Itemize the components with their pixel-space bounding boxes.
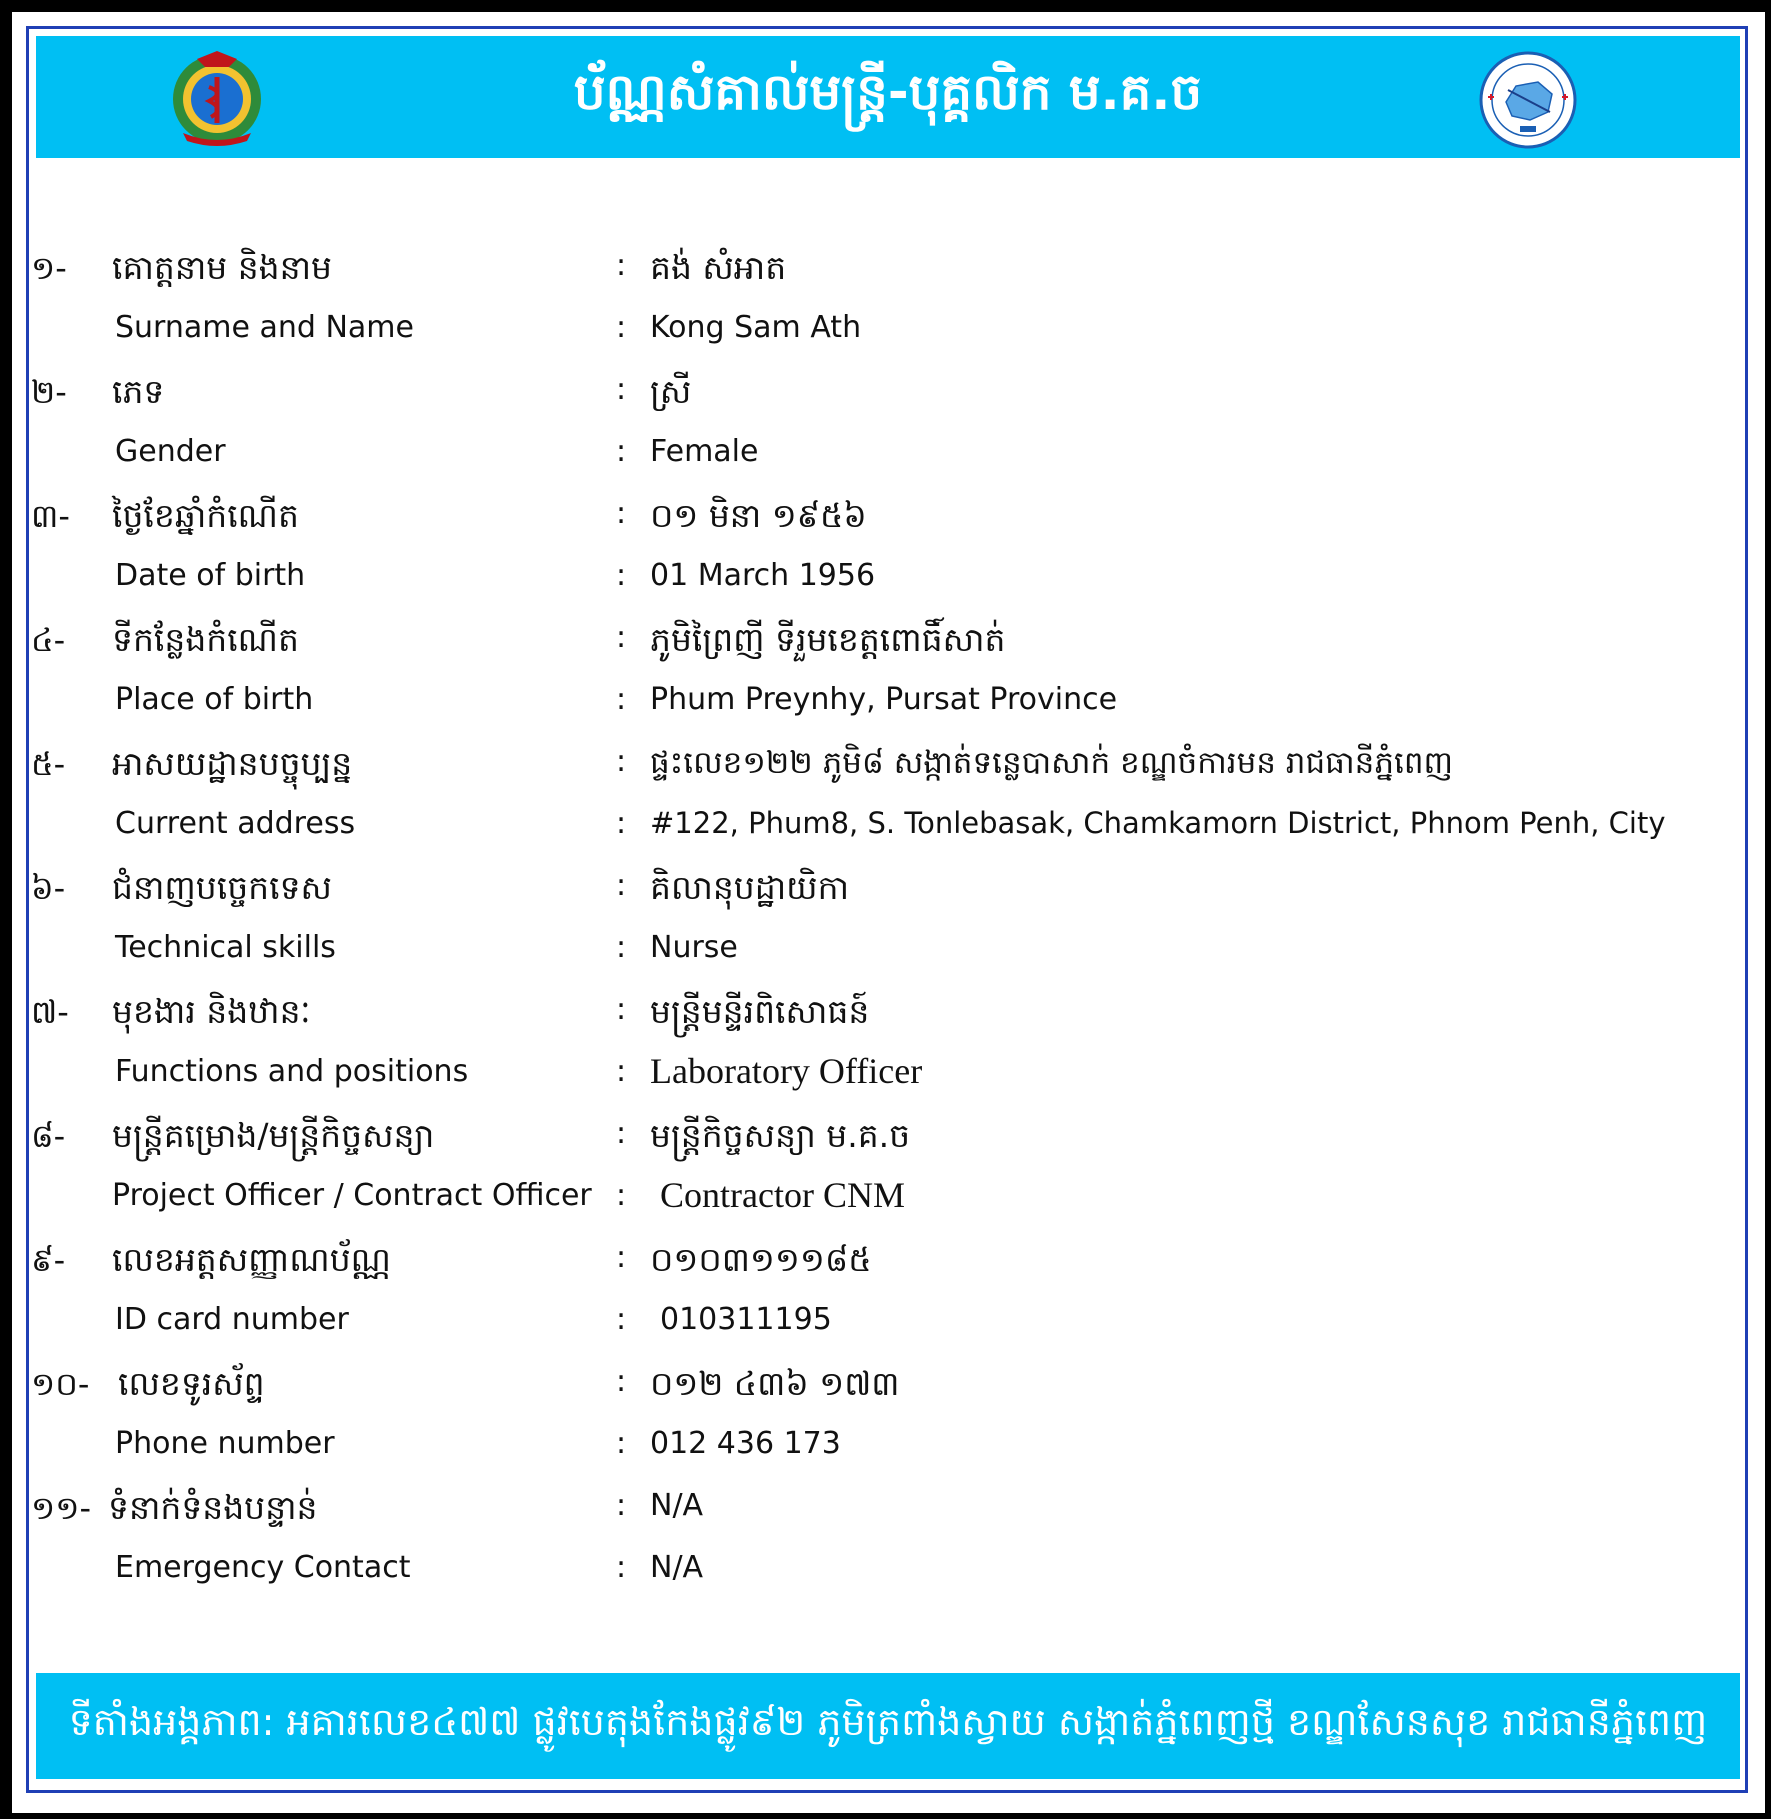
field-label-en: Functions and positions: [115, 1054, 469, 1089]
colon: :: [616, 496, 627, 531]
field-label-en: Emergency Contact: [115, 1550, 411, 1585]
colon: :: [616, 1054, 627, 1089]
field-number: ១១-: [31, 1489, 91, 1527]
field-value-en: #122, Phum8, S. Tonlebasak, Chamkamorn District, Phnom Penh, City: [650, 806, 1666, 840]
colon: :: [616, 1302, 627, 1337]
colon: :: [616, 1178, 627, 1213]
field-label-en: Gender: [115, 434, 226, 469]
field-label-kh: មន្ត្រីគម្រោង/មន្ត្រីកិច្ចសន្យា: [112, 1116, 435, 1155]
field-label-kh: មុខងារ និងឋានៈ: [112, 992, 311, 1031]
cnm-logo-icon: [1478, 50, 1578, 150]
field-value-en: Female: [650, 434, 759, 469]
field-number: ២-: [31, 373, 67, 411]
field-label-en: Place of birth: [115, 682, 314, 717]
colon: :: [616, 806, 627, 841]
field-label-kh: លេខទូរស័ព្ទ: [118, 1364, 265, 1403]
colon: :: [616, 744, 627, 779]
field-number: ៦-: [31, 869, 66, 907]
field-label-en: Current address: [115, 806, 356, 841]
field-label-en: Technical skills: [115, 930, 336, 965]
colon: :: [616, 248, 627, 283]
field-value-kh: ០១ មិនា ១៩៥៦: [650, 496, 867, 535]
colon: :: [616, 1488, 627, 1523]
field-value-kh: ០១០៣១១១៨៥: [650, 1240, 872, 1279]
field-value-en: Phum Preynhy, Pursat Province: [650, 682, 1118, 717]
colon: :: [616, 992, 627, 1027]
colon: :: [616, 310, 627, 345]
field-value-en: 012 436 173: [650, 1426, 841, 1461]
field-label-en: Phone number: [115, 1426, 335, 1461]
ministry-emblem-icon: [167, 47, 267, 147]
colon: :: [616, 372, 627, 407]
field-number: ៥-: [31, 745, 66, 783]
field-number: ៨-: [31, 1117, 66, 1155]
field-value-en: Contractor CNM: [660, 1175, 905, 1215]
field-value-kh: ស្រី: [650, 372, 692, 411]
field-value-kh: មន្ត្រីកិច្ចសន្យា ម.គ.ច: [650, 1116, 911, 1155]
field-value-kh: ភូមិព្រៃញី ទីរួមខេត្តពោធិ៍សាត់: [650, 620, 1006, 659]
colon: :: [616, 1240, 627, 1275]
outer-border-right: [1765, 0, 1771, 1819]
field-label-kh: ថ្ងៃខែឆ្នាំកំណើត: [112, 496, 299, 535]
field-label-kh: ទំនាក់ទំនងបន្ទាន់: [108, 1488, 318, 1527]
field-value-en: 010311195: [660, 1302, 832, 1337]
field-label-kh: ជំនាញបច្ចេកទេស: [112, 868, 332, 907]
colon: :: [616, 868, 627, 903]
field-label-kh: ទីកន្លែងកំណើត: [112, 620, 299, 659]
colon: :: [616, 434, 627, 469]
field-label-kh: អាសយដ្ឋានបច្ចុប្បន្ន: [112, 744, 353, 783]
field-label-en: ID card number: [115, 1302, 349, 1337]
field-value-en: N/A: [650, 1550, 704, 1585]
field-number: ១០-: [31, 1365, 90, 1403]
field-label-en: Project Officer / Contract Officer: [112, 1178, 592, 1213]
field-value-kh: N/A: [650, 1488, 704, 1523]
outer-border-bottom: [0, 1813, 1771, 1819]
field-value-kh: មន្ត្រីមន្ទីរពិសោធន៍: [650, 992, 870, 1031]
colon: :: [616, 620, 627, 655]
footer-band: [36, 1673, 1740, 1779]
colon: :: [616, 1364, 627, 1399]
field-value-en: Nurse: [650, 930, 738, 965]
colon: :: [616, 930, 627, 965]
field-value-kh: គិលានុបដ្ឋាយិកា: [650, 868, 849, 907]
field-number: ៣-: [31, 497, 70, 535]
field-value-kh: ផ្ទះលេខ១២២ ភូមិ៨ សង្កាត់ទន្លេបាសាក់ ខណ្ឌចំការមន រាជធានីភ្នំពេញ: [650, 745, 1454, 781]
colon: :: [616, 1116, 627, 1151]
colon: :: [616, 1550, 627, 1585]
field-number: ៩-: [31, 1241, 66, 1279]
office-location: ទីតាំងអង្គភាព: អគារលេខ៤៧៧ ផ្លូវបេតុងកែងផ្លូវ៩២ ភូមិត្រពាំងស្វាយ សង្កាត់ភ្នំពេញថ្មី ខណ្ឌសែនសុខ រាជធានីភ្នំពេញ: [68, 1700, 1708, 1744]
field-value-kh: ០១២ ៤៣៦ ១៧៣: [650, 1364, 900, 1403]
card-title: ប័ណ្ណសំគាល់មន្ត្រី-បុគ្គលិក ម.គ.ច: [573, 62, 1203, 121]
field-value-kh: គង់ សំអាត: [650, 248, 787, 287]
colon: :: [616, 1426, 627, 1461]
field-value-en: Kong Sam Ath: [650, 310, 862, 345]
field-value-en: 01 March 1956: [650, 558, 876, 593]
field-value-en: Laboratory Officer: [650, 1051, 923, 1091]
colon: :: [616, 558, 627, 593]
field-label-en: Surname and Name: [115, 310, 414, 345]
field-number: ៧-: [31, 993, 69, 1031]
field-number: ៤-: [31, 621, 66, 659]
field-label-kh: លេខអត្តសញ្ញាណប័ណ្ណ: [112, 1240, 391, 1279]
field-label-kh: គោត្តនាម និងនាម: [112, 248, 332, 287]
field-label-en: Date of birth: [115, 558, 306, 593]
colon: :: [616, 682, 627, 717]
field-number: ១-: [31, 249, 67, 287]
field-label-kh: ភេទ: [112, 372, 165, 411]
